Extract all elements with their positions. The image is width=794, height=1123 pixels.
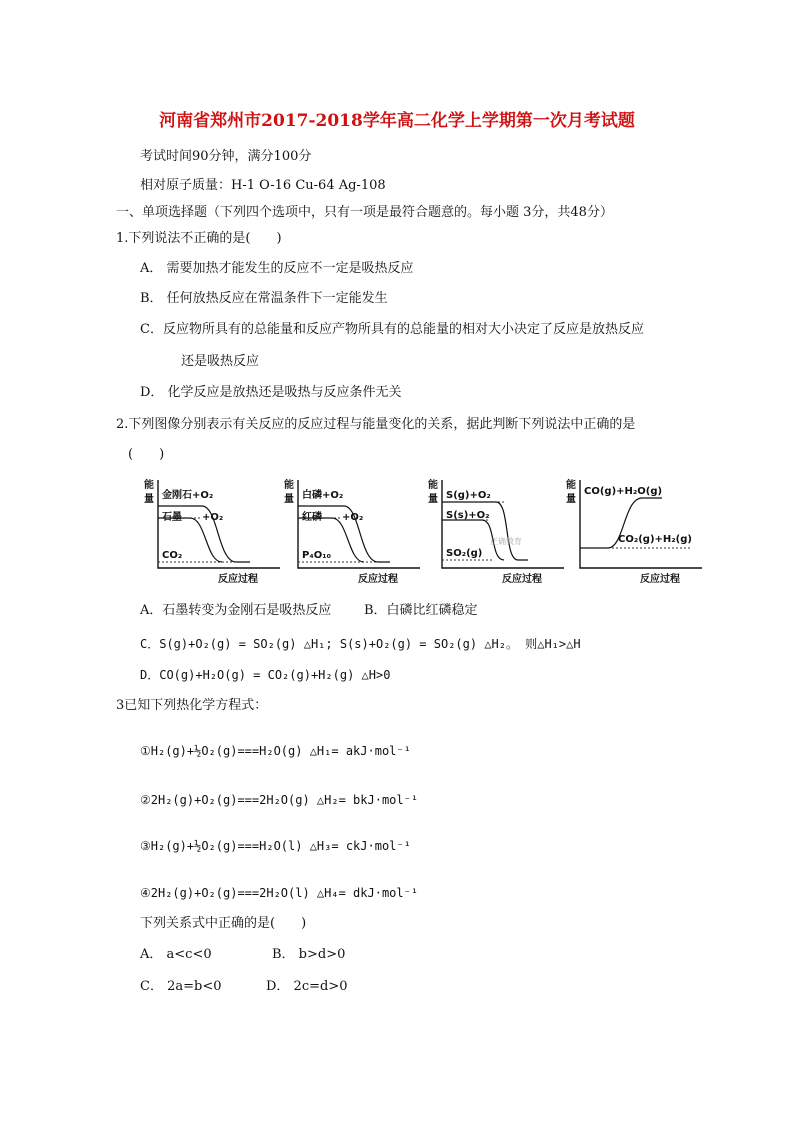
q2-option-b: B．白磷比红磷稳定 [364,603,478,618]
x-axis-label: 反应过程 [358,574,398,585]
f1-top-label: 金刚石+O₂ [162,490,214,501]
q1-option-a: A． 需要加热才能发生的反应不一定是吸热反应 [140,261,414,276]
f3-top-label: S(g)+O₂ [446,490,491,501]
f2-mid2-label: +O₂ [342,512,364,523]
y-label-bottom: 量 [566,494,576,505]
q1-option-b: B． 任何放热反应在常温条件下一定能发生 [140,291,388,306]
q3-stem: 3已知下列热化学方程式： [116,698,268,713]
energy-diagram-4 [562,476,708,588]
f2-top-label: 白磷+O₂ [302,490,344,501]
x-axis-label: 反应过程 [640,574,680,585]
energy-diagram-1 [140,476,286,588]
q3-option-c: C． 2a=b<0 [140,979,222,994]
f1-mid2-label: +O₂ [202,512,224,523]
f3-bottom-label: SO₂(g) [446,548,483,559]
q3-option-d: D． 2c=d>0 [266,979,348,994]
f3-mid-label: S(s)+O₂ [446,510,490,521]
q3-equation-1: ①H₂(g)+½O₂(g)===H₂O(g) △H₁= akJ·mol⁻¹ [140,744,411,758]
y-label-bottom: 量 [284,494,294,505]
q2-stem: 2.下列图像分别表示有关反应的反应过程与能量变化的关系，据此判断下列说法中正确的是 [116,417,636,432]
watermark: 正确教育 [490,537,522,546]
q3-equation-4: ④2H₂(g)+O₂(g)===2H₂O(l) △H₄= dkJ·mol⁻¹ [140,886,419,900]
y-label-bottom: 量 [144,494,154,505]
atomic-mass: 相对原子质量：H-1 O-16 Cu-64 Ag-108 [140,178,386,193]
energy-diagram-3 [424,476,570,588]
f1-bottom-label: CO₂ [162,550,183,561]
y-label-top: 能 [566,480,576,491]
f2-bottom-label: P₄O₁₀ [302,550,331,561]
y-label-bottom: 量 [428,494,438,505]
y-label-top: 能 [284,480,294,491]
q1-option-c: C．反应物所具有的总能量和反应产物所具有的总能量的相对大小决定了反应是放热反应 [140,322,644,337]
q1-stem: 1.下列说法不正确的是( ) [116,231,282,246]
y-label-top: 能 [428,480,438,491]
q3-ask: 下列关系式中正确的是( ) [140,916,307,931]
q2-option-c: C．S(g)+O₂(g) = SO₂(g) △H₁; S(s)+O₂(g) = SO₂(g) △H₂。 则△H₁>△H [140,637,581,651]
q2-paren: ( ) [128,447,165,462]
y-label-top: 能 [144,480,154,491]
q3-option-a: A． a<c<0 [140,947,212,962]
section-heading: 一、单项选择题（下列四个选项中，只有一项是最符合题意的。每小题 3分，共48分） [116,205,613,220]
x-axis-label: 反应过程 [502,574,542,585]
exam-time: 考试时间90分钟，满分100分 [140,149,312,164]
f2-mid-label: 红磷 [302,512,322,523]
f4-bottom-label: CO₂(g)+H₂(g) [618,534,692,545]
x-axis-label: 反应过程 [218,574,258,585]
q2-option-d: D．CO(g)+H₂O(g) = CO₂(g)+H₂(g) △H>0 [140,668,391,682]
q3-option-b: B． b>d>0 [272,947,346,962]
energy-diagram-2 [280,476,426,588]
f4-top-label: CO(g)+H₂O(g) [584,486,663,497]
q3-equation-2: ②2H₂(g)+O₂(g)===2H₂O(g) △H₂= bkJ·mol⁻¹ [140,793,419,807]
q2-option-a: A．石墨转变为金刚石是吸热反应 [140,603,332,618]
q1-option-d: D． 化学反应是放热还是吸热与反应条件无关 [140,385,402,400]
q1-option-c-cont: 还是吸热反应 [181,354,260,369]
q3-equation-3: ③H₂(g)+½O₂(g)===H₂O(l) △H₃= ckJ·mol⁻¹ [140,839,411,853]
page-title: 河南省郑州市2017-2018学年高二化学上学期第一次月考试题 [159,111,635,131]
f1-mid-label: 石墨 [162,512,182,523]
